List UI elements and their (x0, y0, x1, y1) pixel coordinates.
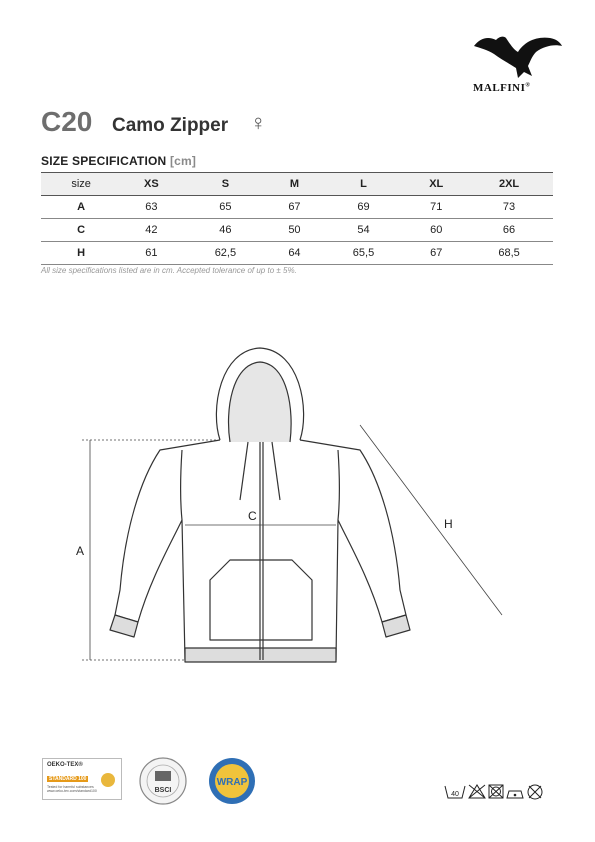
table-cell: 69 (320, 196, 408, 219)
table-cell: 68,5 (465, 242, 553, 265)
brand-name: MALFINI® (473, 82, 531, 94)
svg-text:40: 40 (451, 791, 459, 798)
product-code: C20 (41, 106, 93, 137)
bsci-badge (138, 756, 188, 806)
header-cell: XS (121, 173, 181, 196)
no-bleach-icon (469, 785, 485, 798)
measure-h-line (360, 425, 502, 615)
table-cell: 61 (121, 242, 181, 265)
row-label: A (41, 196, 121, 219)
oeko-flower-icon (101, 773, 115, 787)
kangaroo-pocket (210, 560, 312, 640)
table-cell: 46 (181, 219, 269, 242)
size-table (41, 172, 553, 265)
table-cell: 73 (465, 196, 553, 219)
tolerance-note: All size specifications listed are in cm. Accepted tolerance of up to ± 5%. (41, 266, 297, 275)
hood-inner (229, 362, 292, 442)
table-cell: 54 (320, 219, 408, 242)
table-row (41, 242, 553, 265)
table-cell: 63 (121, 196, 181, 219)
sleeve-seam-right (338, 450, 340, 520)
row-label: H (41, 242, 121, 265)
row-label: C (41, 219, 121, 242)
label-c: C (248, 509, 257, 523)
header-cell: size (41, 173, 121, 196)
cuff-left (110, 615, 138, 637)
drawstring-left (240, 442, 248, 500)
table-cell: 71 (407, 196, 465, 219)
care-symbols (443, 782, 555, 802)
header-cell: M (269, 173, 319, 196)
table-cell: 67 (269, 196, 319, 219)
table-row (41, 196, 553, 219)
header-cell: XL (407, 173, 465, 196)
header-cell: S (181, 173, 269, 196)
header-cell: L (320, 173, 408, 196)
size-header-row (41, 173, 553, 196)
table-row (41, 219, 553, 242)
table-cell: 66 (465, 219, 553, 242)
cuff-right (382, 615, 410, 637)
female-symbol-icon: ♀ (250, 110, 267, 135)
product-name: Camo Zipper (112, 115, 229, 136)
oeko-tex-badge: OEKO-TEX® STANDARD 100 Tested for harmful substances www.oeko-tex.com/standard100 (42, 758, 122, 800)
header-cell: 2XL (465, 173, 553, 196)
table-cell: 42 (121, 219, 181, 242)
label-h: H (444, 517, 453, 531)
wrap-label: WRAP (216, 777, 248, 788)
table-cell: 50 (269, 219, 319, 242)
bsci-label: BSCI (154, 787, 172, 794)
table-cell: 65,5 (320, 242, 408, 265)
table-cell: 67 (407, 242, 465, 265)
table-cell: 62,5 (181, 242, 269, 265)
wrap-badge (207, 754, 257, 808)
table-cell: 64 (269, 242, 319, 265)
size-spec-title: SIZE SPECIFICATION [cm] (41, 154, 197, 168)
hoodie-diagram (60, 330, 530, 690)
size-spec-unit: [cm] (169, 154, 197, 168)
label-a: A (76, 544, 85, 558)
table-cell: 65 (181, 196, 269, 219)
sleeve-seam-left (181, 450, 183, 520)
drawstring-right (272, 442, 280, 500)
table-cell: 60 (407, 219, 465, 242)
